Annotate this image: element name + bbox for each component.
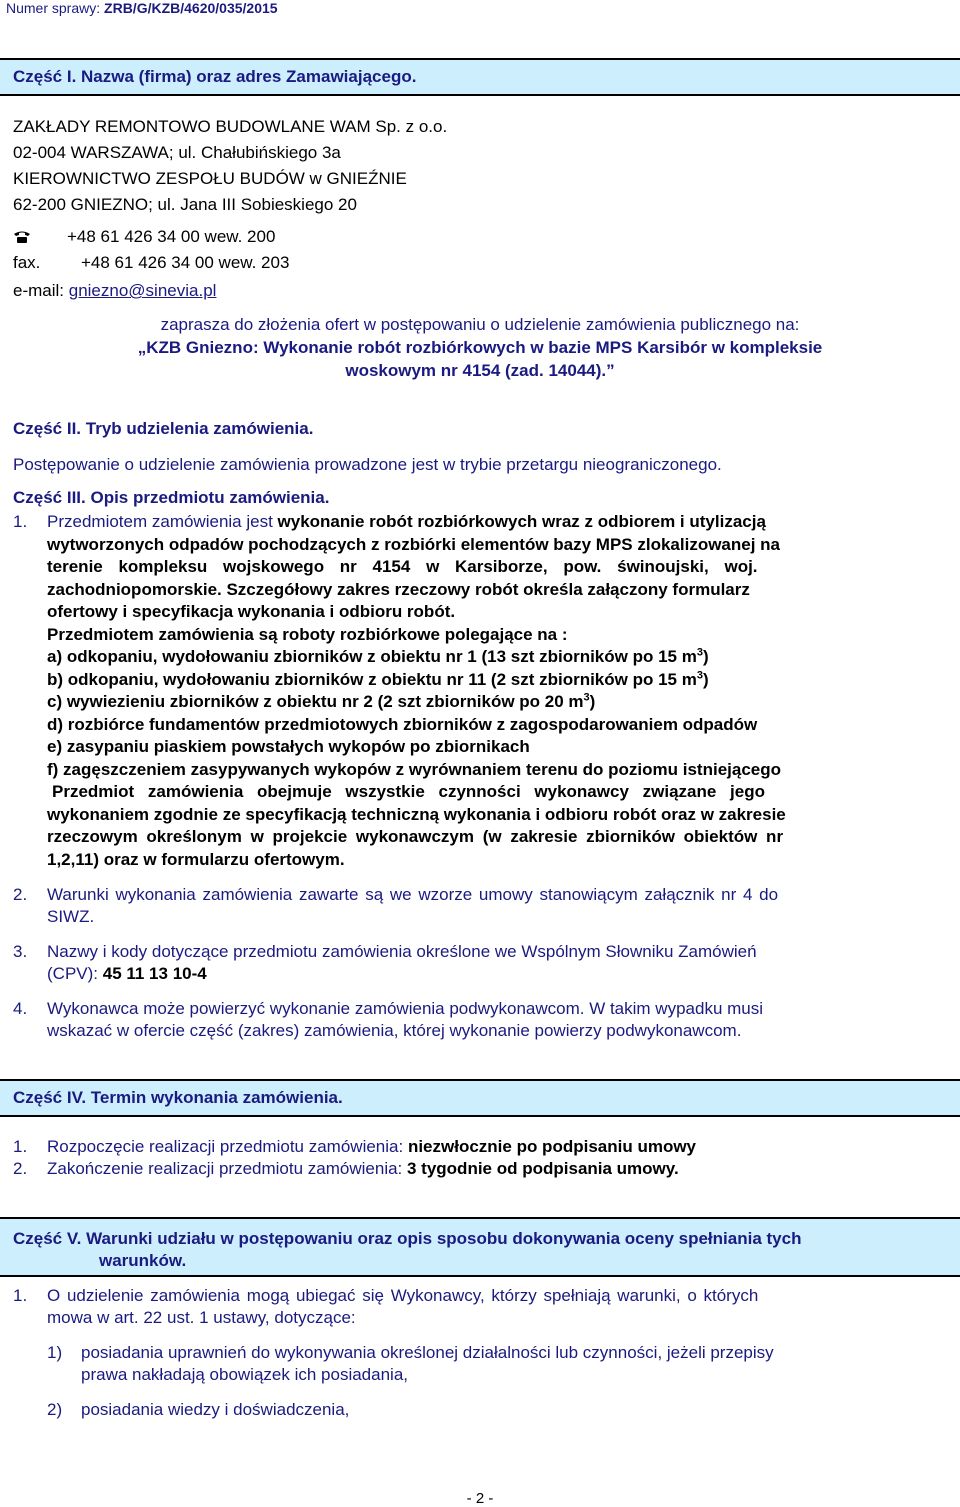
section-4-heading-bar <box>0 1079 960 1117</box>
superscript: 3 <box>696 669 703 682</box>
item-number: 4. <box>13 999 28 1018</box>
superscript: 3 <box>696 646 703 659</box>
closing-paren: ) <box>702 647 709 666</box>
section-3-title: Część III. Opis przedmiotu zamówienia. <box>13 488 330 507</box>
page-number: - 2 - <box>466 1490 494 1507</box>
term-end-line <box>47 1158 679 1180</box>
section-1-title: Część I. Nazwa (firma) oraz adres Zamawiającego. <box>13 67 417 86</box>
case-number-header <box>6 0 278 16</box>
paragraph-line: Przedmiot zamówienia obejmuje wszystkie czynności wykonawcy związane jego <box>52 782 765 801</box>
section-2-title: Część II. Tryb udzielenia zamówienia. <box>13 419 314 438</box>
invitation-text: zaprasza do złożenia ofert w postępowaniu o udzielenie zamówienia publicznego na: <box>160 315 800 334</box>
company-address: 02-004 WARSZAWA; ul. Chałubińskiego 3a <box>13 143 341 162</box>
superscript: 3 <box>583 691 590 704</box>
paragraph-line: ofertowy i specyfikacja wykonania i odbioru robót. <box>47 602 456 621</box>
email-link[interactable]: gniezno@sinevia.pl <box>68 281 217 300</box>
company-name: ZAKŁADY REMONTOWO BUDOWLANE WAM Sp. z o.o. <box>13 117 448 136</box>
paragraph-line: zachodniopomorskie. Szczegółowy zakres rzeczowy robót określa załączony formularz <box>47 580 750 599</box>
procedure-mode-text: Postępowanie o udzielenie zamówienia prowadzone jest w trybie przetargu nieograniczonego. <box>13 455 722 474</box>
email-line <box>13 280 216 302</box>
paragraph-line: SIWZ. <box>47 907 95 926</box>
paragraph-line: Warunki wykonania zamówienia zawarte są we wzorze umowy stanowiącym załącznik nr 4 do <box>47 885 779 904</box>
paragraph-text: Przedmiotem zamówienia jest <box>47 512 278 531</box>
scope-item-f: f) zagęszczeniem zasypywanych wykopów z wyrównaniem terenu do poziomu istniejącego <box>47 760 782 779</box>
paragraph-line: O udzielenie zamówienia mogą ubiegać się Wykonawcy, którzy spełniają warunki, o których <box>47 1286 759 1305</box>
section-5-title-line-2: warunków. <box>99 1251 187 1270</box>
item-number: 1. <box>13 1137 28 1156</box>
sub-item-number: 2) <box>47 1400 63 1419</box>
item-number: 2. <box>13 885 28 904</box>
phone-number: +48 61 426 34 00 wew. 200 <box>67 227 276 246</box>
closing-paren: ) <box>589 692 596 711</box>
paragraph-line: posiadania uprawnień do wykonywania określonej działalności lub czynności, jeżeli przepisy <box>81 1343 774 1362</box>
item-number: 3. <box>13 942 28 961</box>
paragraph-line: wskazać w ofercie część (zakres) zamówienia, której wykonanie powierzy podwykonawcom. <box>47 1021 742 1040</box>
fax-line <box>13 252 289 274</box>
paragraph-text-bold: wykonanie robót rozbiórkowych wraz z odbiorem i utylizacją <box>277 512 766 531</box>
closing-paren: ) <box>702 670 709 689</box>
phone-line <box>13 226 275 248</box>
paragraph-line: Wykonawca może powierzyć wykonanie zamówienia podwykonawcom. W takim wypadku musi <box>47 999 764 1018</box>
term-start-line <box>47 1136 696 1158</box>
scope-item-text: c) wywiezieniu zbiorników z obiektu nr 2 (2 szt zbiorników po 20 m <box>47 692 584 711</box>
sub-item-number: 1) <box>47 1343 63 1362</box>
fax-number: +48 61 426 34 00 wew. 203 <box>81 253 290 272</box>
cpv-code: 45 11 13 10-4 <box>102 964 207 983</box>
scope-item-e: e) zasypaniu piaskiem powstałych wykopów po zbiornikach <box>47 737 530 756</box>
paragraph-line: Nazwy i kody dotyczące przedmiotu zamówienia określone we Wspólnym Słowniku Zamówień <box>47 942 757 961</box>
section-4-title: Część IV. Termin wykonania zamówienia. <box>13 1088 343 1107</box>
section-5-title-line-1: Część V. Warunki udziału w postępowaniu oraz opis sposobu dokonywania oceny spełniania tych <box>13 1229 802 1248</box>
case-number: ZRB/G/KZB/4620/035/2015 <box>104 0 278 16</box>
paragraph-line: rzeczowym określonym w projekcie wykonawczym (w zakresie zbiorników obiektów nr <box>47 827 784 846</box>
scope-item-text: b) odkopaniu, wydołowaniu zbiorników z obiektu nr 11 (2 szt zbiorników po 15 m <box>47 670 697 689</box>
subject-line-2: woskowym nr 4154 (zad. 14044).” <box>345 361 615 380</box>
item-number: 1. <box>13 512 28 531</box>
paragraph-line: Przedmiotem zamówienia są roboty rozbiórkowe polegające na : <box>47 625 568 644</box>
paragraph-line: posiadania wiedzy i doświadczenia, <box>81 1400 350 1419</box>
case-number-label: Numer sprawy: <box>6 0 105 16</box>
term-end-value: 3 tygodnie od podpisania umowy. <box>407 1159 679 1178</box>
telephone-icon <box>13 227 31 240</box>
paragraph-line: prawa nakładają obowiązek ich posiadania, <box>81 1365 408 1384</box>
subject-line-1: „KZB Gniezno: Wykonanie robót rozbiórkowych w bazie MPS Karsibór w kompleksie <box>137 338 823 357</box>
section-1-heading-bar <box>0 58 960 96</box>
paragraph-line: wytworzonych odpadów pochodzących z rozbiórki elementów bazy MPS zlokalizowanej na <box>47 535 781 554</box>
paragraph-line: wykonaniem zgodnie ze specyfikacją techniczną wykonania i odbioru robót oraz w zakresie <box>47 805 786 824</box>
cpv-label: (CPV): <box>47 964 103 983</box>
item-number: 1. <box>13 1286 28 1305</box>
scope-item-text: a) odkopaniu, wydołowaniu zbiorników z obiektu nr 1 (13 szt zbiorników po 15 m <box>47 647 697 666</box>
scope-item-b <box>47 669 709 691</box>
paragraph-line <box>47 511 899 533</box>
email-label: e-mail: <box>13 281 65 300</box>
branch-address: 62-200 GNIEZNO; ul. Jana III Sobieskiego 20 <box>13 195 357 214</box>
paragraph-line: mowa w art. 22 ust. 1 ustawy, dotyczące: <box>47 1308 356 1327</box>
scope-item-d: d) rozbiórce fundamentów przedmiotowych zbiorników z zagospodarowaniem odpadów <box>47 715 758 734</box>
fax-label: fax. <box>13 253 41 272</box>
scope-item-a <box>47 646 709 668</box>
scope-item-c <box>47 691 595 713</box>
cpv-line <box>47 963 207 985</box>
term-start-value: niezwłocznie po podpisaniu umowy <box>407 1137 697 1156</box>
term-start-label: Rozpoczęcie realizacji przedmiotu zamówienia: <box>47 1137 408 1156</box>
term-end-label: Zakończenie realizacji przedmiotu zamówienia: <box>47 1159 407 1178</box>
paragraph-line: 1,2,11) oraz w formularzu ofertowym. <box>47 850 345 869</box>
paragraph-line: terenie kompleksu wojskowego nr 4154 w Karsiborze, pow. świnoujski, woj. <box>47 557 758 576</box>
branch-name: KIEROWNICTWO ZESPOŁU BUDÓW w GNIEŹNIE <box>13 169 407 188</box>
item-number: 2. <box>13 1159 28 1178</box>
section-5-heading-bar <box>0 1217 960 1277</box>
